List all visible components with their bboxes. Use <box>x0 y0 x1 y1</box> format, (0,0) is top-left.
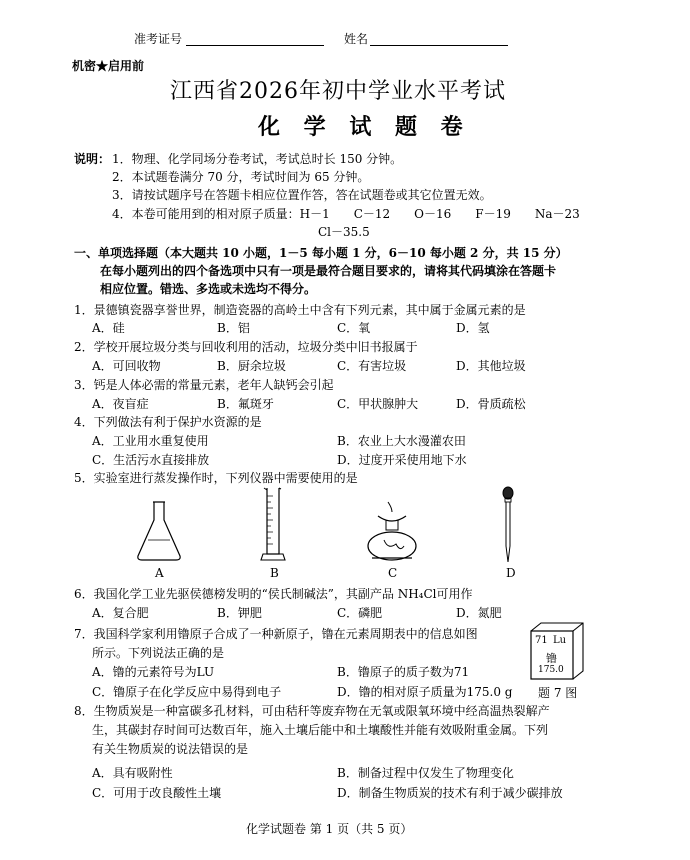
q3-option-d: D．骨质疏松 <box>456 397 526 411</box>
question-2-stem: 2．学校开展垃圾分类与回收利用的活动，垃圾分类中旧书报属于 <box>74 340 418 354</box>
subject-title: 化 学 试 题 卷 <box>258 114 471 140</box>
figure-label-b: B <box>270 566 279 580</box>
page-footer: 化学试题卷 第 1 页（共 5 页） <box>246 822 413 836</box>
q4-option-b: B．农业上大水漫灌农田 <box>337 434 466 448</box>
instruction-item-2: 2．本试题卷满分 70 分，考试时间为 65 分钟。 <box>112 170 370 184</box>
instruction-item-4-cont: Cl－35.5 <box>318 225 370 239</box>
q6-option-a: A．复合肥 <box>92 606 149 620</box>
q1-option-a: A．硅 <box>92 321 125 335</box>
exam-number-blank <box>186 45 324 46</box>
q4-option-c: C．生活污水直接排放 <box>92 453 210 467</box>
q1-option-d: D．氢 <box>456 321 490 335</box>
q1-option-b: B．铝 <box>217 321 250 335</box>
instruction-item-1: 1．物理、化学同场分卷考试，考试总时长 150 分钟。 <box>112 152 403 166</box>
name-label: 姓名 <box>344 32 369 46</box>
graduated-cylinder-figure <box>259 486 287 566</box>
q6-option-c: C．磷肥 <box>337 606 383 620</box>
q2-option-c: C．有害垃圾 <box>337 359 407 373</box>
exam-title: 江西省2026年初中学业水平考试 <box>170 79 506 104</box>
element-symbol: Lu <box>553 635 567 646</box>
section-heading: 一、单项选择题（本大题共 10 小题，1－5 每小题 1 分，6－10 每小题 2 分，共 15 分） <box>74 246 568 260</box>
question-8-stem-line-2: 生，其碳封存时间可达数百年，施入土壤后能中和土壤酸性并能有效吸附重金属。下列 <box>92 723 549 737</box>
conical-flask-figure <box>134 500 184 564</box>
figure-label-d: D <box>506 566 516 580</box>
q2-option-d: D．其他垃圾 <box>456 359 526 373</box>
q1-option-c: C．氧 <box>337 321 371 335</box>
q3-option-b: B．氟斑牙 <box>217 397 274 411</box>
q8-option-c: C．可用于改良酸性土壤 <box>92 786 222 800</box>
q8-option-a: A．具有吸附性 <box>92 766 173 780</box>
element-mass: 175.0 <box>538 665 564 675</box>
q8-option-d: D．制备生物质炭的技术有利于减少碳排放 <box>337 786 563 800</box>
dropper-figure <box>498 486 518 566</box>
question-5-stem: 5．实验室进行蒸发操作时，下列仪器中需要使用的是 <box>74 471 358 485</box>
instruction-item-4: 4．本卷可能用到的相对原子质量：H－1 C－12 O－16 F－19 Na－23 <box>112 207 580 221</box>
section-note-line-1: 在每小题列出的四个备选项中只有一项是最符合题目要求的，请将其代码填涂在答题卡 <box>100 264 557 278</box>
exam-number-label: 准考证号 <box>134 32 183 46</box>
instruction-item-3: 3．请按试题序号在答题卡相应位置作答，答在试题卷或其它位置无效。 <box>112 188 492 202</box>
instructions-label: 说明： <box>74 152 111 166</box>
q6-option-d: D．氮肥 <box>456 606 502 620</box>
q3-option-c: C．甲状腺肿大 <box>337 397 419 411</box>
question-8-stem-line-1: 8．生物质炭是一种富碳多孔材料，可由秸秆等废弃物在无氧或限氧环境中经高温热裂解产 <box>74 704 550 718</box>
q2-option-a: A．可回收物 <box>92 359 161 373</box>
q6-option-b: B．钾肥 <box>217 606 262 620</box>
alcohol-lamp-figure <box>362 500 422 564</box>
q7-option-b: B．镥原子的质子数为71 <box>337 665 470 679</box>
q4-option-d: D．过度开采使用地下水 <box>337 453 467 467</box>
question-7-stem-line-2: 所示。下列说法正确的是 <box>92 646 225 660</box>
question-7-stem-line-1: 7．我国科学家利用镥原子合成了一种新原子，镥在元素周期表中的信息如图 <box>74 627 478 641</box>
section-note-line-2: 相应位置。错选、多选或未选均不得分。 <box>100 282 317 296</box>
figure-label-c: C <box>388 566 398 580</box>
q4-option-a: A．工业用水重复使用 <box>92 434 209 448</box>
name-blank <box>370 45 508 46</box>
question-6-stem: 6．我国化学工业先驱侯德榜发明的“侯氏制碱法”，其副产品 NH₄Cl可用作 <box>74 587 473 601</box>
figure-7-caption: 题 7 图 <box>538 686 578 700</box>
q7-option-d: D．镥的相对原子质量为175.0 g <box>337 685 513 699</box>
question-4-stem: 4．下列做法有利于保护水资源的是 <box>74 415 262 429</box>
question-8-stem-line-3: 有关生物质炭的说法错误的是 <box>92 742 249 756</box>
question-1-stem: 1．景德镇瓷器享誉世界，制造瓷器的高岭土中含有下列元素，其中属于金属元素的是 <box>74 303 526 317</box>
confidential-label: 机密★启用前 <box>72 59 145 73</box>
q3-option-a: A．夜盲症 <box>92 397 149 411</box>
figure-label-a: A <box>155 566 164 580</box>
q2-option-b: B．厨余垃圾 <box>217 359 286 373</box>
q8-option-b: B．制备过程中仅发生了物理变化 <box>337 766 514 780</box>
q7-option-a: A．镥的元素符号为LU <box>92 665 215 679</box>
q7-option-c: C．镥原子在化学反应中易得到电子 <box>92 685 282 699</box>
question-3-stem: 3．钙是人体必需的常量元素，老年人缺钙会引起 <box>74 378 334 392</box>
element-atomic-number: 71 <box>535 635 548 646</box>
element-name: 镥 <box>546 652 557 665</box>
